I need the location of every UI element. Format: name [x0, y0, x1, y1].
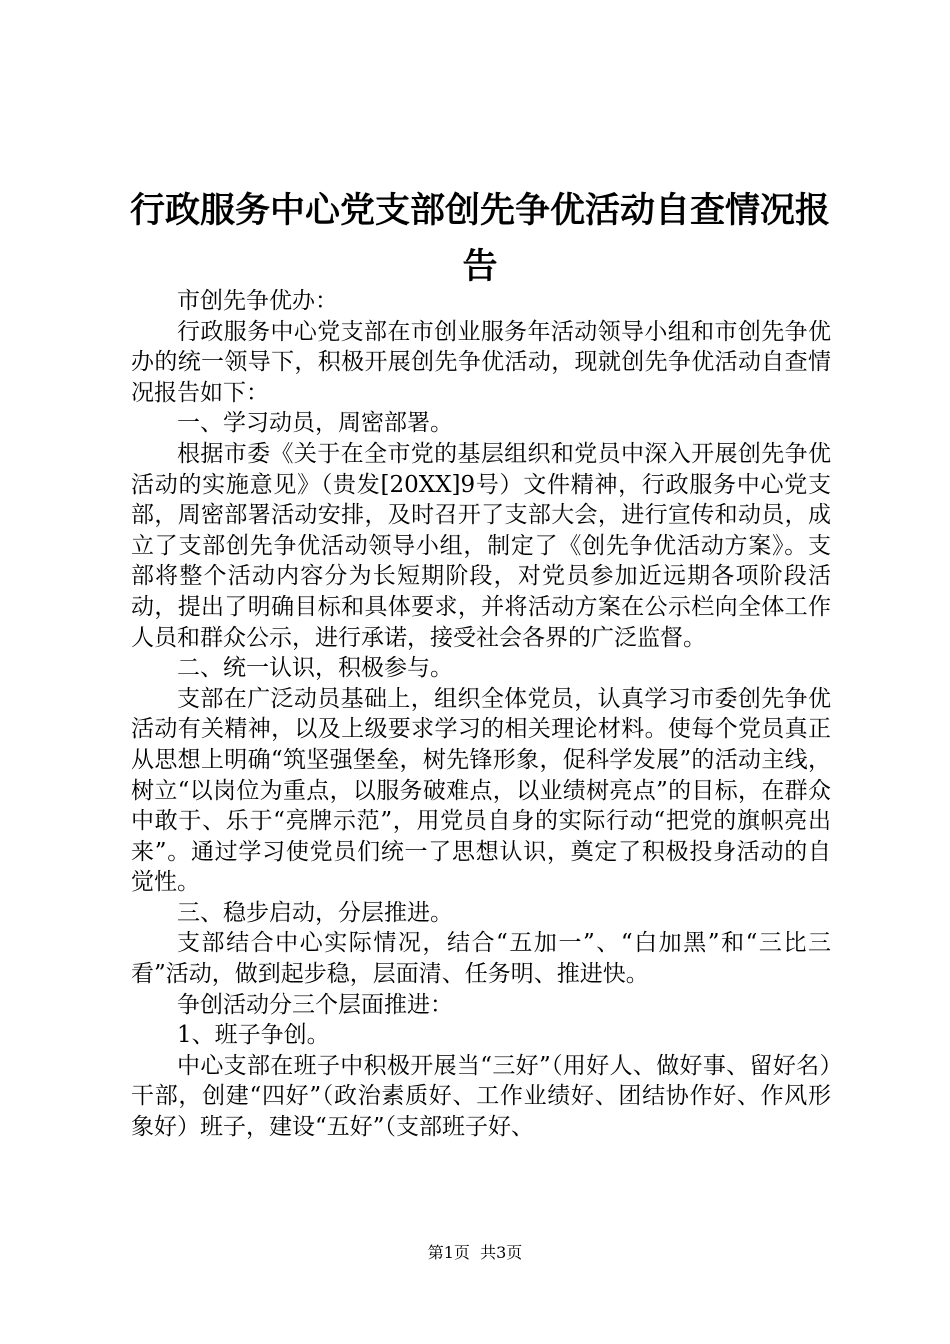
- salutation: 市创先争优办：: [177, 288, 338, 314]
- document-title: 行政服务中心党支部创先争优活动自查情况报告: [129, 191, 830, 287]
- section-heading-3: 三、稳步启动，分层推进。: [177, 899, 453, 926]
- body-paragraph: 根据市委《关于在全市党的基层组织和党员中深入开展创先争优活动的实施意见》（贵发[20XX]9号）文件精神，行政服务中心党支部，周密部署活动安排，及时召开了支部大会，进行宣传和动员，成立了支部创先争优活动领导小组，制定了《创先争优活动方案》。支部将整个活动内容分为长短期阶段，对党员参加近远期各项阶段活动，提出了明确目标和具体要求，并将活动方案在公示栏向全体工作人员和群众公示，进行承诺，接受社会各界的广泛监督。: [131, 440, 831, 651]
- intro-paragraph: 行政服务中心党支部在市创业服务年活动领导小组和市创先争优办的统一领导下，积极开展创先争优活动，现就创先争优活动自查情况报告如下：: [131, 318, 831, 406]
- body-paragraph: 中心支部在班子中积极开展当“三好”（用好人、做好事、留好名）干部，创建“四好”（政治素质好、工作业绩好、团结协作好、作风形象好）班子，建设“五好”（支部班子好、: [131, 1052, 831, 1141]
- section-heading-1: 一、学习动员，周密部署。: [177, 410, 453, 437]
- body-paragraph: 支部结合中心实际情况，结合“五加一”、“白加黑”和“三比三看”活动，做到起步稳，层面清、任务明、推进快。: [131, 930, 831, 988]
- page-total: 共3页: [480, 1243, 523, 1262]
- document-body: [131, 286, 831, 1143]
- page-footer: [0, 1240, 950, 1263]
- body-paragraph: 争创活动分三个层面推进：: [177, 991, 453, 1018]
- body-paragraph: 支部在广泛动员基础上，组织全体党员，认真学习市委创先争优活动有关精神，以及上级要求学习的相关理论材料。使每个党员真正从思想上明确“筑坚强堡垒，树先锋形象，促科学发展”的活动主线，树立“以岗位为重点，以服务破难点，以业绩树亮点”的目标，在群众中敢于、乐于“亮牌示范”，用党员自身的实际行动“把党的旗帜亮出来”。通过学习使党员们统一了思想认识，奠定了积极投身活动的自觉性。: [131, 685, 831, 896]
- section-heading-2: 二、统一认识，积极参与。: [177, 655, 453, 682]
- page-number: 第1页: [427, 1243, 470, 1262]
- subsection-heading-1: 1、班子争创。: [177, 1022, 330, 1049]
